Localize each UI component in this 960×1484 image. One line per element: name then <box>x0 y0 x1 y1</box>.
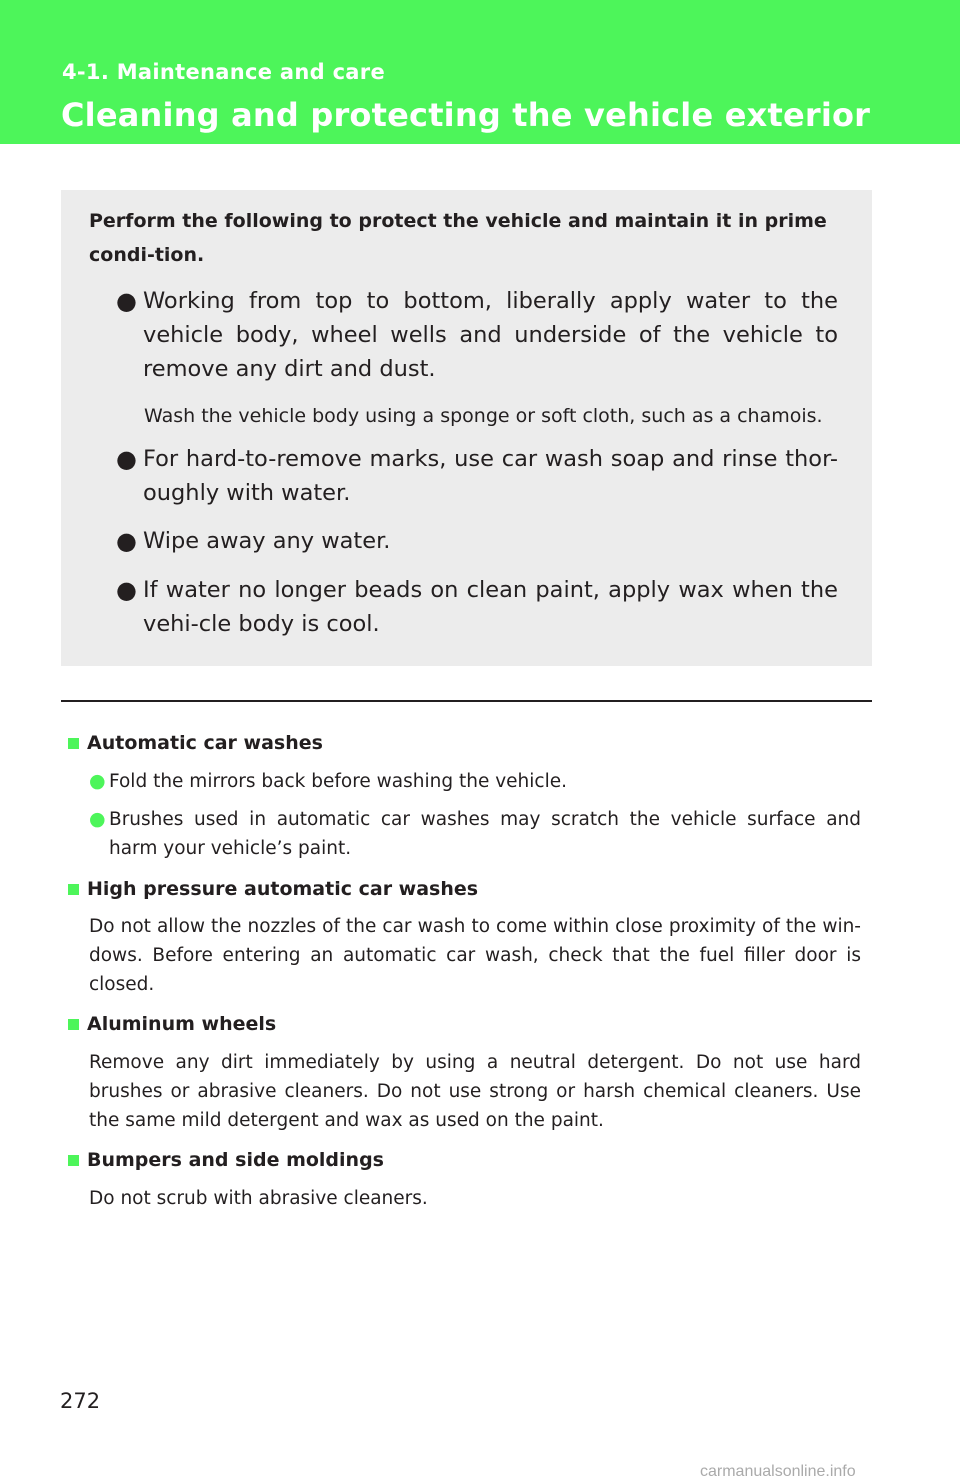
page-number: 272 <box>60 1389 101 1413</box>
notes-bullet <box>89 767 861 796</box>
notes-bullet-text: Fold the mirrors back before washing the vehicle. <box>109 771 567 792</box>
bullet-dot-icon: ● <box>116 287 137 315</box>
notes-bullet <box>89 805 861 863</box>
intro-bullet-text: For hard-to-remove marks, use car wash soap and rinse thor-oughly with water. <box>143 446 838 506</box>
notes-heading <box>68 1146 384 1174</box>
intro-box <box>61 190 872 666</box>
notes-heading <box>68 1010 276 1038</box>
square-bullet-icon <box>68 1155 79 1166</box>
square-bullet-icon <box>68 1019 79 1030</box>
notes-paragraph: Do not allow the nozzles of the car wash to come within close proximity of the win-dows. Before entering an automatic car wash, check that the fuel filler door is closed. <box>89 916 861 995</box>
square-bullet-icon <box>68 738 79 749</box>
bullet-dot-icon: ● <box>89 770 106 792</box>
notes-heading-text: Aluminum wheels <box>87 1013 277 1035</box>
intro-bullet-text: If water no longer beads on clean paint, apply wax when the vehi-cle body is cool. <box>143 577 838 637</box>
intro-bullet <box>116 284 838 386</box>
page-title: Cleaning and protecting the vehicle exterior <box>61 96 871 134</box>
header-band <box>0 0 960 144</box>
bullet-dot-icon: ● <box>89 808 106 830</box>
notes-heading <box>68 875 478 903</box>
section-label: 4-1. Maintenance and care <box>62 60 385 84</box>
bullet-dot-icon: ● <box>116 445 137 473</box>
intro-bullet <box>116 442 838 510</box>
intro-bullet-text: Working from top to bottom, liberally apply water to the vehicle body, wheel wells and underside of the vehicle to remove any dirt and dust. <box>143 288 838 382</box>
intro-bullet-text: Wipe away any water. <box>143 528 391 554</box>
notes-paragraph: Remove any dirt immediately by using a neutral detergent. Do not use hard brushes or abrasive cleaners. Do not use strong or harsh chemical cleaners. Use the same mild detergent and wax as used on the paint. <box>89 1052 861 1131</box>
notes-heading <box>68 729 323 757</box>
notes-heading-text: Automatic car washes <box>87 732 323 754</box>
divider <box>61 700 872 702</box>
intro-bullet <box>116 524 838 558</box>
bullet-dot-icon: ● <box>116 576 137 604</box>
square-bullet-icon <box>68 884 79 895</box>
bullet-dot-icon: ● <box>116 527 137 555</box>
intro-bullet <box>116 573 838 641</box>
intro-note: Wash the vehicle body using a sponge or soft cloth, such as a chamois. <box>144 405 823 427</box>
notes-paragraph: Do not scrub with abrasive cleaners. <box>89 1188 428 1209</box>
notes-bullet-text: Brushes used in automatic car washes may scratch the vehicle surface and harm your vehicle’s paint. <box>109 809 861 859</box>
notes-heading-text: High pressure automatic car washes <box>87 878 479 900</box>
intro-lead: Perform the following to protect the vehicle and maintain it in prime condi-tion. <box>89 210 827 266</box>
watermark: carmanualsonline.info <box>700 1463 856 1480</box>
notes-heading-text: Bumpers and side moldings <box>87 1149 384 1171</box>
